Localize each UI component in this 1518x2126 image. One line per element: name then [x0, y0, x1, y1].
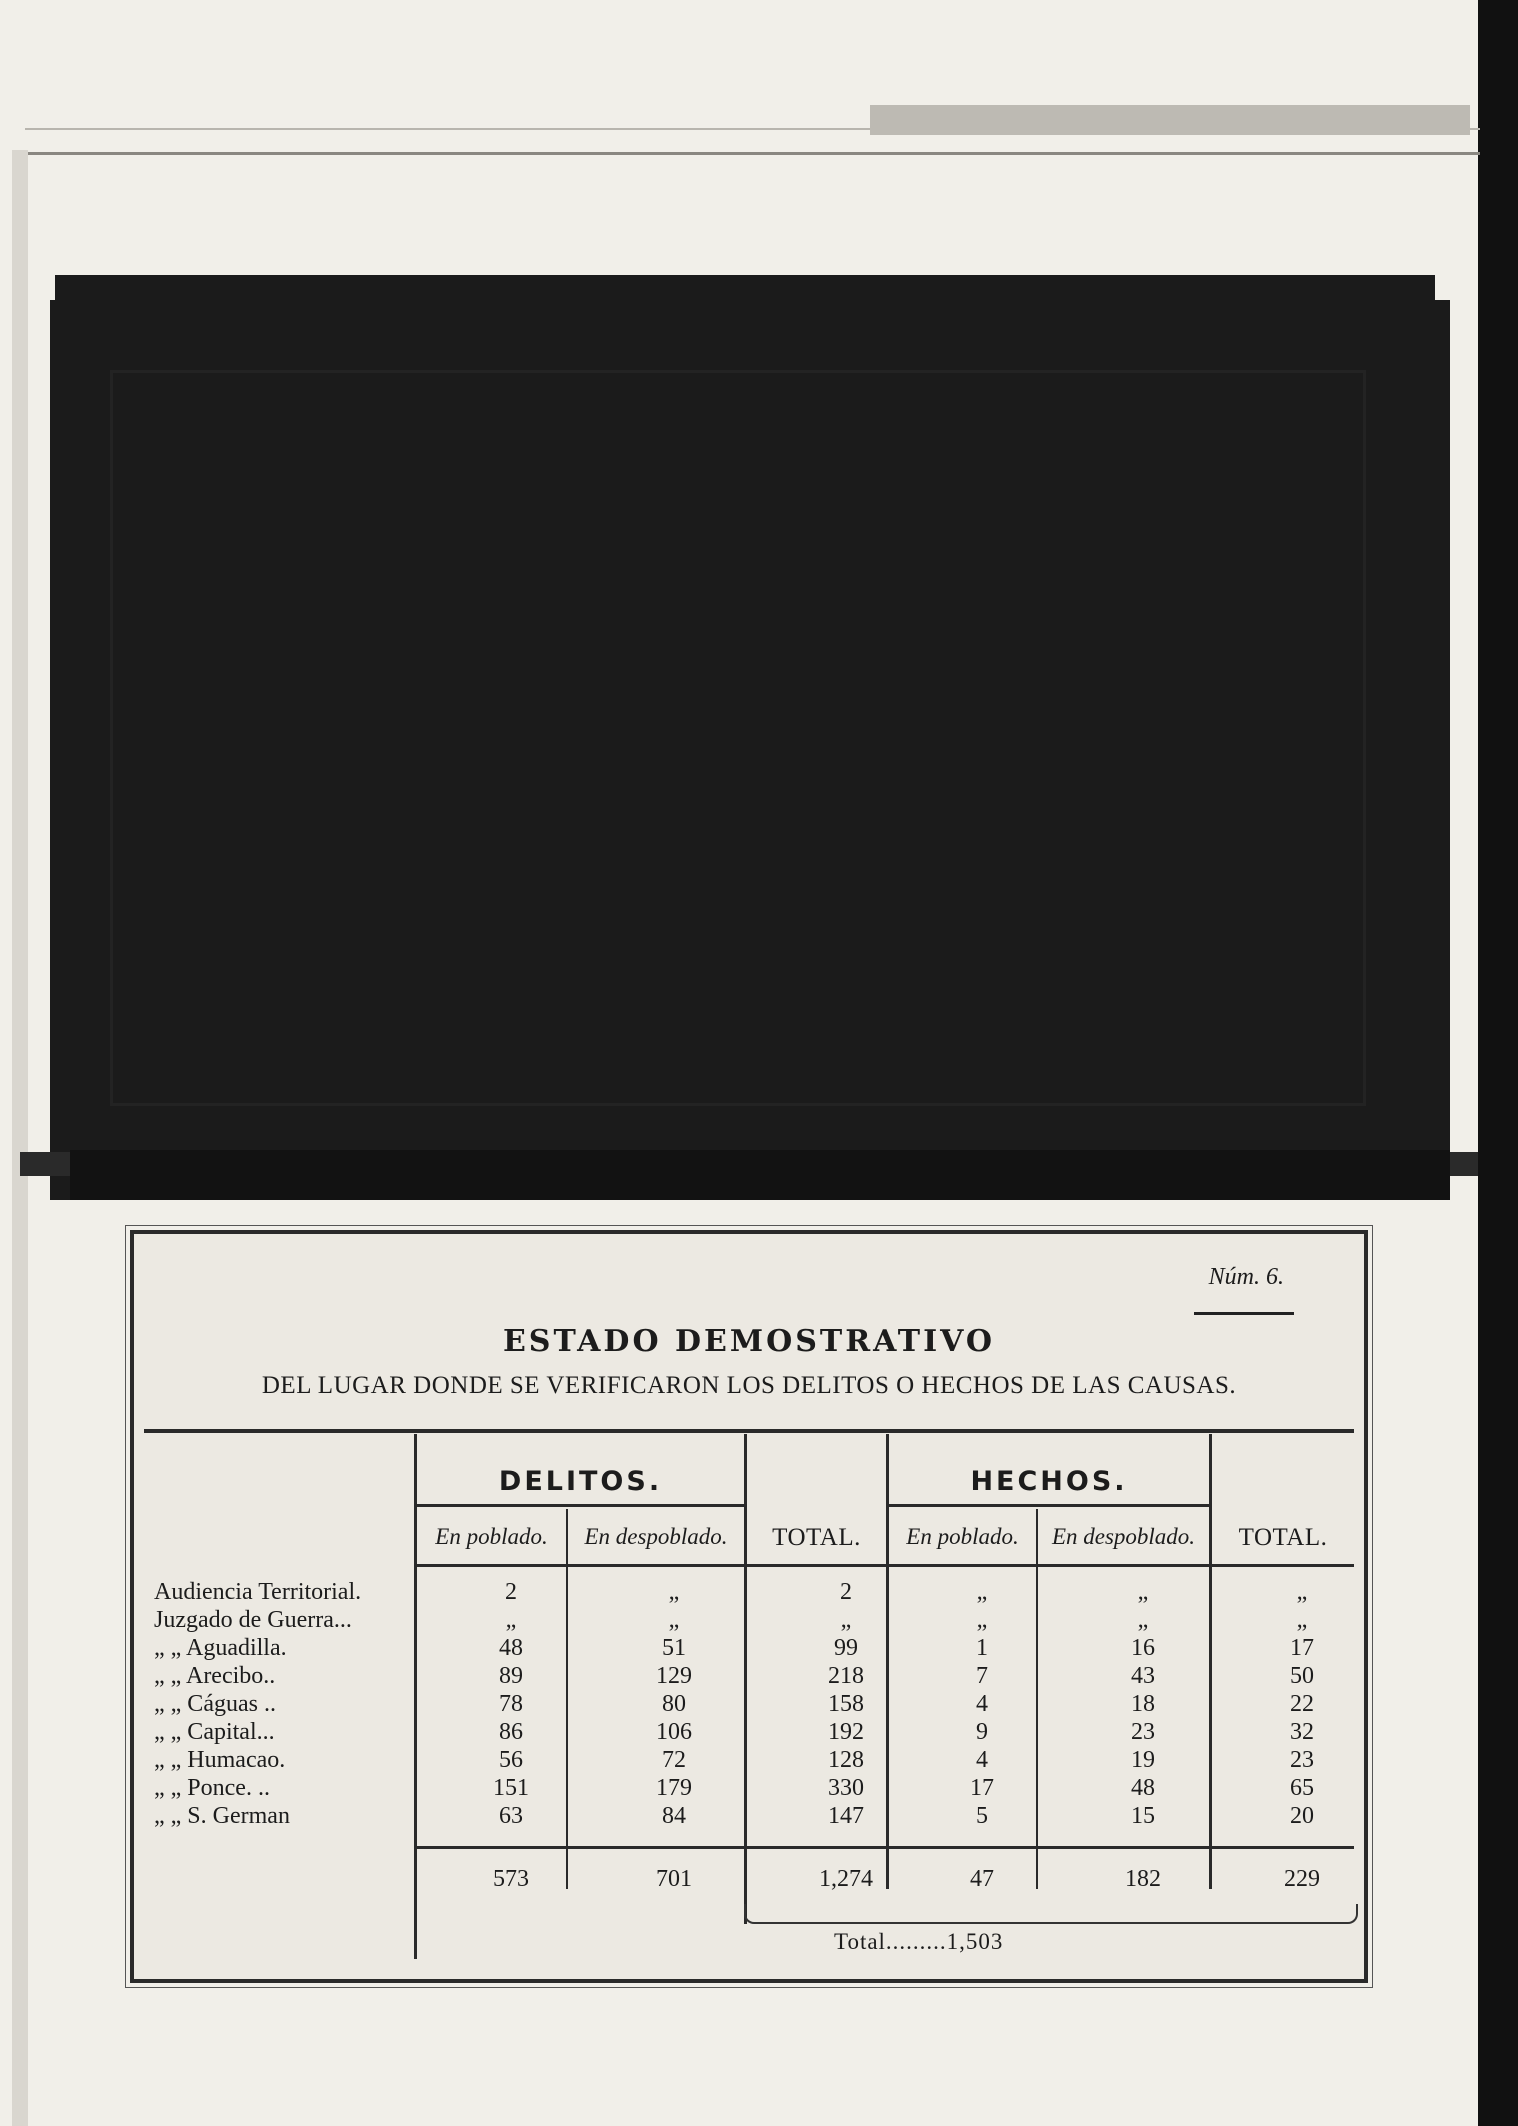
column-divider	[744, 1434, 747, 1924]
cell-delitos-total: „	[840, 1607, 852, 1633]
group-delitos: DELITOS.	[498, 1466, 663, 1497]
fold-line	[25, 152, 1480, 155]
cell-delitos-despoblado: 179	[656, 1775, 692, 1801]
cell-delitos-poblado: 56	[499, 1747, 523, 1773]
scan-edge	[1478, 0, 1518, 2126]
cell-hechos-poblado: 7	[976, 1663, 988, 1689]
cell-hechos-despoblado: 23	[1131, 1719, 1155, 1745]
header-rule	[144, 1429, 1354, 1433]
cell-delitos-total: 330	[828, 1775, 864, 1801]
cell-delitos-total: 192	[828, 1719, 864, 1745]
header-hechos-despoblado: En despoblado.	[1051, 1524, 1196, 1549]
group-rule	[417, 1504, 744, 1507]
column-divider	[1209, 1434, 1212, 1889]
row-label: Audiencia Territorial.	[154, 1579, 362, 1605]
cell-delitos-poblado: 86	[499, 1719, 523, 1745]
paper-strip	[870, 105, 1470, 135]
cell-hechos-despoblado: 48	[1131, 1775, 1155, 1801]
cell-hechos-despoblado: 18	[1131, 1691, 1155, 1717]
column-divider	[414, 1434, 417, 1959]
cell-hechos-poblado: „	[976, 1607, 988, 1633]
cell-delitos-poblado: 63	[499, 1803, 523, 1829]
row-label: „ „ Aguadilla.	[154, 1635, 287, 1661]
cell-delitos-despoblado: „	[668, 1607, 680, 1633]
row-label: „ „ Cáguas ..	[154, 1691, 276, 1717]
header-delitos-poblado: En poblado.	[435, 1524, 548, 1549]
table-subtitle: DEL LUGAR DONDE SE VERIFICARON LOS DELITOS O HECHOS DE LAS CAUSAS.	[261, 1372, 1237, 1399]
cell-hechos-despoblado: „	[1137, 1579, 1149, 1605]
sum-delitos-despoblado: 701	[656, 1866, 692, 1892]
cell-hechos-despoblado: 43	[1131, 1663, 1155, 1689]
number-rule	[1194, 1312, 1294, 1315]
sum-delitos-total: 1,274	[819, 1866, 873, 1892]
cell-delitos-despoblado: 129	[656, 1663, 692, 1689]
cell-hechos-despoblado: 15	[1131, 1803, 1155, 1829]
row-label: „ „ S. German	[154, 1803, 290, 1829]
subheader-rule	[414, 1564, 1354, 1567]
cell-delitos-total: 128	[828, 1747, 864, 1773]
cell-delitos-poblado: 78	[499, 1691, 523, 1717]
sum-hechos-despoblado: 182	[1125, 1866, 1161, 1892]
cell-hechos-poblado: 17	[970, 1775, 994, 1801]
header-delitos-total: TOTAL.	[772, 1524, 861, 1551]
cell-hechos-poblado: 5	[976, 1803, 988, 1829]
cell-delitos-poblado: 2	[505, 1579, 517, 1605]
cell-hechos-poblado: 4	[976, 1691, 988, 1717]
group-rule	[889, 1504, 1209, 1507]
cell-hechos-total: 22	[1290, 1691, 1314, 1717]
group-hechos: HECHOS.	[970, 1466, 1128, 1497]
sum-delitos-poblado: 573	[493, 1866, 529, 1892]
cell-delitos-total: 158	[828, 1691, 864, 1717]
cell-hechos-total: „	[1296, 1579, 1308, 1605]
statistics-table	[130, 1230, 1368, 1983]
header-delitos-despoblado: En despoblado.	[584, 1524, 728, 1549]
cell-hechos-poblado: „	[976, 1579, 988, 1605]
cell-delitos-total: 2	[840, 1579, 852, 1605]
cell-delitos-despoblado: 80	[662, 1691, 686, 1717]
page-number: Núm. 6.	[1208, 1264, 1284, 1290]
sum-rule	[414, 1846, 1354, 1849]
obscured-page-frame	[110, 370, 1366, 1106]
cell-hechos-total: 20	[1290, 1803, 1314, 1829]
cell-delitos-poblado: „	[505, 1607, 517, 1633]
sum-hechos-poblado: 47	[970, 1866, 994, 1892]
cell-hechos-total: 17	[1290, 1635, 1314, 1661]
cell-delitos-despoblado: 106	[656, 1719, 692, 1745]
cell-delitos-poblado: 48	[499, 1635, 523, 1661]
cell-hechos-total: 50	[1290, 1663, 1314, 1689]
sum-hechos-total: 229	[1284, 1866, 1320, 1892]
table-title: ESTADO DEMOSTRATIVO	[502, 1324, 996, 1359]
row-label: Juzgado de Guerra...	[154, 1607, 352, 1633]
header-hechos-poblado: En poblado.	[906, 1524, 1019, 1549]
row-label: „ „ Arecibo..	[154, 1663, 276, 1689]
paper-edge	[12, 150, 28, 2126]
cell-delitos-despoblado: „	[668, 1579, 680, 1605]
obscured-page	[50, 300, 1450, 1200]
cell-hechos-despoblado: 19	[1131, 1747, 1155, 1773]
cell-hechos-poblado: 1	[976, 1635, 988, 1661]
cell-hechos-total: „	[1296, 1607, 1308, 1633]
cell-hechos-despoblado: 16	[1131, 1635, 1155, 1661]
row-label: „ „ Capital...	[154, 1719, 275, 1745]
cell-delitos-despoblado: 51	[662, 1635, 686, 1661]
row-label: „ „ Humacao.	[154, 1747, 286, 1773]
row-label: „ „ Ponce. ..	[154, 1775, 270, 1801]
cell-hechos-total: 23	[1290, 1747, 1314, 1773]
cell-hechos-poblado: 9	[976, 1719, 988, 1745]
cell-delitos-total: 147	[828, 1803, 864, 1829]
total-brace	[744, 1904, 1358, 1924]
cell-delitos-despoblado: 84	[662, 1803, 686, 1829]
page-shadow	[70, 1150, 1450, 1200]
cell-hechos-poblado: 4	[976, 1747, 988, 1773]
cell-delitos-total: 99	[834, 1635, 858, 1661]
cell-delitos-despoblado: 72	[662, 1747, 686, 1773]
grand-total: Total.........1,503	[834, 1929, 1004, 1954]
cell-hechos-total: 65	[1290, 1775, 1314, 1801]
cell-hechos-total: 32	[1290, 1719, 1314, 1745]
cell-delitos-poblado: 151	[493, 1775, 529, 1801]
cell-hechos-despoblado: „	[1137, 1607, 1149, 1633]
cell-delitos-poblado: 89	[499, 1663, 523, 1689]
cell-delitos-total: 218	[828, 1663, 864, 1689]
header-hechos-total: TOTAL.	[1238, 1524, 1328, 1551]
